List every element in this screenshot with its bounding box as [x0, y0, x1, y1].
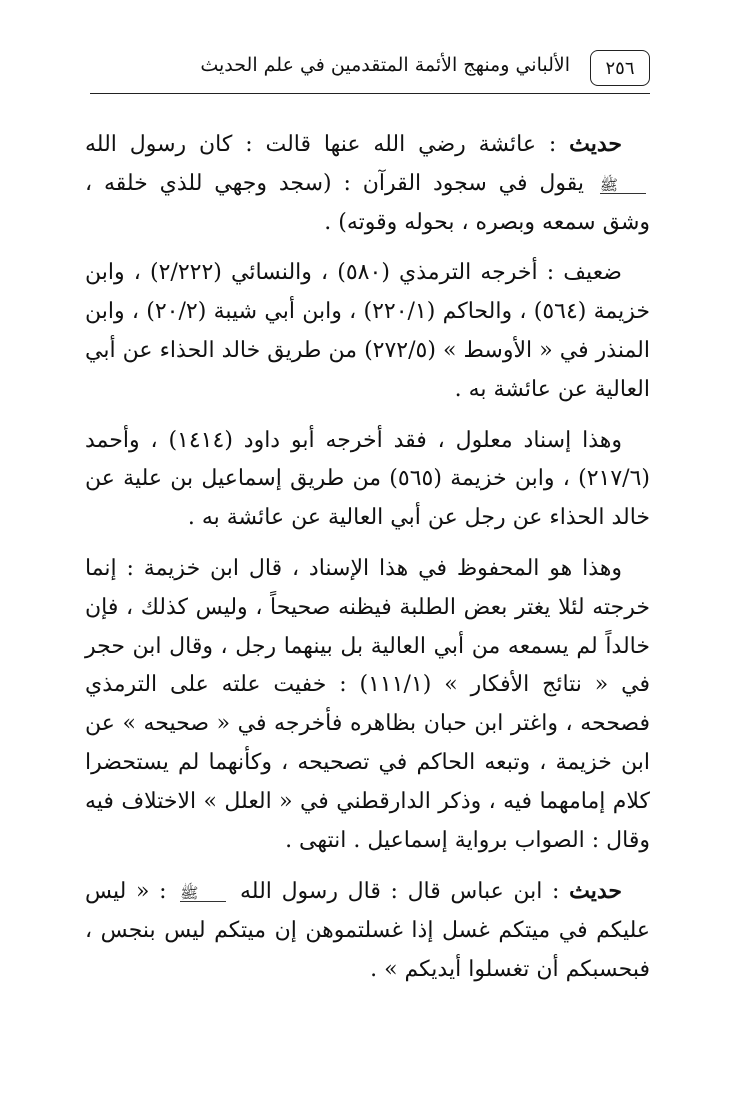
header-divider [90, 93, 650, 94]
salawat-glyph: ﷺ [180, 886, 226, 902]
takhrij-paragraph: ضعيف : أخرجه الترمذي (٥٨٠) ، والنسائي (٢/٢٢٢) ، وابن خزيمة (٥٦٤) ، والحاكم (٢٢٠/١) ، وابن أبي شيبة (٢٠/٢) ، وابن المنذر في « الأوسط » (٢٧٢/٥) من طريق خالد الحذاء عن أبي العالية عن عائشة به . [85, 260, 650, 402]
commentary-paragraph: وهذا هو المحفوظ في هذا الإسناد ، قال ابن خزيمة : إنما خرجته لئلا يغتر بعض الطلبة فيظنه صحيحاً ، وليس كذلك ، فإن خالداً لم يسمعه من أبي العالية بل بينهما رجل ، وقال ابن حجر في « نتائج الأفكار » (١١١/١) : خفيت علته على الترمذي فصححه ، واغتر ابن حبان بظاهره فأخرجه في « صحيحه » عن ابن خزيمة ، وتبعه الحاكم في تصحيحه ، وكأنهما لم يستحضرا كلام إمامهما فيه ، وذكر الدارقطني في « العلل » الاختلاف فيه وقال : الصواب برواية إسماعيل . انتهى . [85, 555, 650, 853]
hadith-text-part: : « ليس عليكم في ميتكم غسل إذا غسلتموهن إن ميتكم ليس بنجس ، فبحسبكم أن تغسلوا أيديكم » . [85, 879, 650, 982]
page-number: ٢٥٦ [590, 50, 650, 86]
page-body [85, 125, 650, 1002]
salawat-glyph: ﷺ [600, 178, 646, 194]
hadith-entry-1 [85, 125, 650, 242]
hadith-keyword: حديث [569, 878, 622, 905]
hadith-text-part: : ابن عباس قال : قال رسول الله [230, 879, 570, 905]
running-header [90, 50, 650, 100]
hadith-text-part: يقول في سجود القرآن : (سجد وجهي للذي خلقه ، وشق سمعه وبصره ، بحوله وقوته) . [85, 170, 650, 235]
running-title: الألباني ومنهج الأئمة المتقدمين في علم الحديث [200, 54, 570, 76]
hadith-keyword: حديث [569, 131, 622, 157]
hadith-entry-2 [85, 872, 650, 989]
hadith-text-part: : عائشة رضي الله عنها قالت : كان رسول الله [85, 132, 570, 157]
illah-paragraph: وهذا إسناد معلول ، فقد أخرجه أبو داود (١٤١٤) ، وأحمد (٢١٧/٦) ، وابن خزيمة (٥٦٥) من طريق إسماعيل بن علية عن خالد الحذاء عن رجل عن أبي العالية عن عائشة به . [85, 427, 650, 531]
